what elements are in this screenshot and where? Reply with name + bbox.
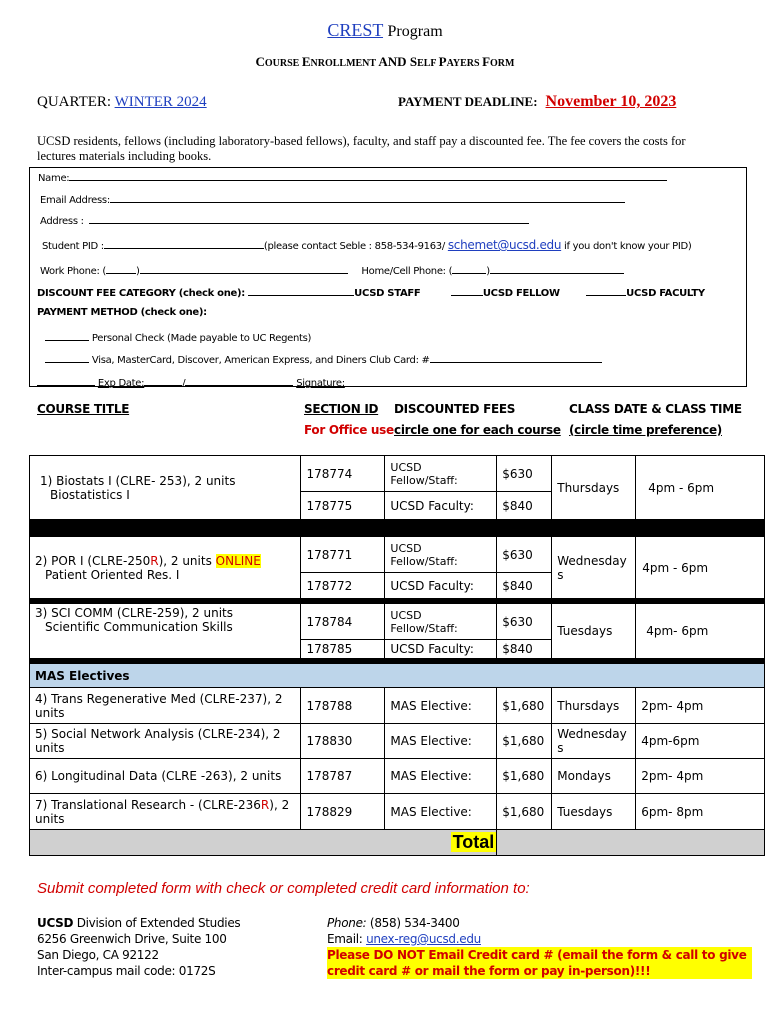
card-number-field[interactable] [430,352,602,363]
class-time[interactable]: 4pm - 6pm [636,537,765,599]
title-part: AND [378,54,407,69]
class-time[interactable]: 6pm- 8pm [636,794,765,830]
course-title-line [35,554,295,568]
deadline-row [398,93,676,111]
faculty-label: UCSD FACULTY [626,288,705,299]
phone-row [40,263,624,277]
fee-type[interactable]: MAS Elective: [385,688,497,724]
fee-price[interactable]: $630 [497,537,552,573]
course-2-title [30,537,301,599]
program-label: Program [387,23,443,40]
email-row [40,192,625,206]
class-time[interactable]: 2pm- 4pm [636,759,765,794]
work-area-field[interactable] [106,263,136,274]
circle-one-header: circle one for each course [394,423,561,437]
program-title [0,20,770,41]
courses-table [29,455,765,856]
quarter-value[interactable]: WINTER 2024 [114,94,207,110]
card-check-box[interactable] [45,352,89,363]
title-text: ), 2 units [35,797,290,826]
pid-note2: if you don't know your PID) [564,241,692,252]
exp-label: Exp Date: [97,378,145,389]
section-id[interactable]: 178829 [301,794,385,830]
table-row [30,724,765,759]
course-subtitle: Patient Oriented Res. I [45,567,180,582]
course-title-line: 1) Biostats I (CLRE- 253), 2 units [40,473,236,488]
paren: ) [486,266,490,277]
section-id-header: SECTION ID [304,402,379,416]
separator-row [30,520,765,537]
section-id[interactable]: 178771 [301,537,385,573]
title-text: 2) POR I (CLRE-250 [35,553,151,568]
staff-check[interactable] [248,285,354,296]
title-part: C [255,54,265,69]
address-field[interactable] [89,213,529,224]
section-id[interactable]: 178788 [301,688,385,724]
title-text: 7) Translational Research - (CLRE-236 [35,797,261,812]
course-5-title: 5) Social Network Analysis (CLRE-234), 2 units [30,724,301,759]
class-day[interactable]: Wednesday s [552,724,636,759]
course-title-header: COURSE TITLE [37,402,130,416]
table-row [30,759,765,794]
title-part: AYERS [446,58,483,69]
deadline-label: PAYMENT DEADLINE: [398,94,538,109]
fee-type[interactable]: UCSD Faculty: [385,573,497,599]
total-value-cell[interactable] [497,830,765,856]
table-row [30,456,765,492]
class-day[interactable]: Thursdays [552,688,636,724]
fee-price[interactable]: $1,680 [497,688,552,724]
form-title [0,54,770,70]
fellow-label: UCSD FELLOW [482,288,560,299]
exp-row [37,375,345,389]
class-day[interactable]: Mondays [552,759,636,794]
paren: ) [136,266,140,277]
course-6-title: 6) Longitudinal Data (CLRE -263), 2 units [30,759,301,794]
pid-field[interactable] [104,238,264,249]
fee-price[interactable]: $840 [497,492,552,520]
fee-price[interactable]: $630 [497,604,552,640]
title-part: P [438,54,447,69]
section-id[interactable]: 178784 [301,604,385,640]
table-row [30,794,765,830]
card-label: Visa, MasterCard, Discover, American Express, and Diners Club Card: # [91,355,430,366]
fee-type[interactable]: UCSD Fellow/Staff: [385,537,497,573]
table-row [30,537,765,573]
fee-price[interactable]: $840 [497,640,552,659]
section-id[interactable]: 178785 [301,640,385,659]
email-label-footer: Email: [327,932,367,946]
discount-label: DISCOUNT FEE CATEGORY (check one): [37,288,245,299]
address-line: San Diego, CA 92122 [37,948,159,962]
fee-type[interactable]: UCSD Faculty: [385,640,497,659]
exp-month-field[interactable] [144,375,182,386]
division-line [37,915,240,931]
fee-type[interactable]: UCSD Fellow/Staff: [385,456,497,492]
phone-line [327,915,752,931]
class-day[interactable]: Tuesdays [552,794,636,830]
exp-year-field[interactable] [185,375,293,386]
discounted-fees-header: DISCOUNTED FEES [394,402,516,416]
class-time[interactable]: 2pm- 4pm [636,688,765,724]
fee-price[interactable]: $840 [497,573,552,599]
pid-email-link[interactable]: schemet@ucsd.edu [447,238,562,252]
division-text: Division of Extended Studies [73,916,241,930]
class-time[interactable]: 4pm - 6pm [636,456,765,520]
credit-card-warning: Please DO NOT Email Credit card # (email the form & call to give credit card # or mail the form or pay in-person)!!! [327,947,752,979]
title-text: R [150,553,159,568]
title-part: ORM [490,58,515,69]
personal-check-box[interactable] [45,330,89,341]
ucsd-label: UCSD [37,916,74,930]
fee-type[interactable]: MAS Elective: [385,724,497,759]
total-spacer [30,830,497,856]
fee-price[interactable]: $630 [497,456,552,492]
fee-price[interactable]: $1,680 [497,794,552,830]
email-field[interactable] [110,192,625,203]
class-time[interactable]: 4pm-6pm [636,724,765,759]
class-day[interactable]: Thursdays [552,456,636,520]
mailing-address [37,915,240,979]
personal-check-label: Personal Check (Made payable to UC Regents) [91,333,312,344]
fee-type[interactable]: UCSD Fellow/Staff: [385,604,497,640]
staff-label: UCSD STAFF [354,288,421,299]
address-label: Address : [40,216,84,227]
title-part: F [482,54,491,69]
pid-row [42,238,691,252]
work-phone-label: Work Phone: ( [40,266,107,277]
class-day[interactable]: Wednesday s [552,537,636,599]
card-row [45,352,602,366]
title-part: ELF [417,58,439,69]
office-use-header: For Office use [304,423,394,437]
title-part: E [301,54,311,69]
title-part: S [406,54,418,69]
mas-header-row [30,664,765,688]
circle-time-header: (circle time preference) [569,423,722,437]
intro-text: UCSD residents, fellows (including laboratory-based fellows), faculty, and staff pay a discounted fee. The fee covers the costs for lectures materials including books. [37,134,686,163]
course-4-title: 4) Trans Regenerative Med (CLRE-237), 2 units [30,688,301,724]
section-id[interactable]: 178772 [301,573,385,599]
home-phone-label: Home/Cell Phone: ( [361,266,453,277]
phone-label: Phone: [327,916,367,930]
fee-type[interactable]: UCSD Faculty: [385,492,497,520]
section-id[interactable]: 178830 [301,724,385,759]
slash: / [182,378,186,389]
class-time[interactable]: 4pm- 6pm [636,604,765,659]
work-phone-field[interactable] [140,263,348,274]
quarter-row [37,94,207,111]
check-row [45,330,311,344]
email-line [327,931,752,947]
pid-note: (please contact Seble : 858-534-9163/ [263,241,445,252]
home-area-field[interactable] [452,263,486,274]
home-phone-field[interactable] [490,263,624,274]
name-row [38,170,667,184]
course-1-title [30,456,301,520]
email-label: Email Address: [40,195,110,206]
section-id[interactable]: 178775 [301,492,385,520]
mas-electives-header: MAS Electives [30,664,765,688]
fee-price[interactable]: $1,680 [497,759,552,794]
section-id[interactable]: 178787 [301,759,385,794]
total-row [30,830,765,856]
total-label: Total [452,832,495,852]
online-badge: ONLINE [215,553,261,568]
fee-type[interactable]: MAS Elective: [385,759,497,794]
course-subtitle: Biostatistics I [50,487,130,502]
course-title-line: 3) SCI COMM (CLRE-259), 2 units [35,606,233,620]
title-part: NROLLMENT [310,58,379,69]
course-7-title [30,794,301,830]
email-link[interactable]: unex-reg@ucsd.edu [366,932,481,946]
address-row [40,213,529,227]
pid-label: Student PID : [42,241,104,252]
title-text: R [260,797,270,812]
quarter-label: QUARTER: [37,94,112,110]
table-row [30,688,765,724]
contact-info [327,915,752,979]
signature-label: Signature: [296,378,345,389]
deadline-value: November 10, 2023 [545,93,677,110]
name-label: Name: [38,173,70,184]
fellow-check[interactable] [451,285,483,296]
title-text: ), 2 units [158,553,216,568]
class-day[interactable]: Tuesdays [552,604,636,659]
name-field[interactable] [69,170,667,181]
section-id[interactable]: 178774 [301,456,385,492]
payment-label: PAYMENT METHOD (check one): [37,307,207,318]
table-row [30,604,765,640]
address-line: 6256 Greenwich Drive, Suite 100 [37,932,227,946]
fee-type[interactable]: MAS Elective: [385,794,497,830]
submit-instructions: Submit completed form with check or completed credit card information to: [37,880,530,897]
address-line: Inter-campus mail code: 0172S [37,964,216,978]
phone-value: (858) 534-3400 [366,916,460,930]
course-subtitle: Scientific Communication Skills [45,620,233,634]
course-3-title [30,604,301,659]
crest-link[interactable]: CREST [327,20,384,40]
class-date-header: CLASS DATE & CLASS TIME [569,402,742,416]
fee-price[interactable]: $1,680 [497,724,552,759]
exp-line [37,375,95,386]
discount-row [37,285,705,299]
faculty-check[interactable] [586,285,626,296]
title-part: OURSE [264,58,302,69]
